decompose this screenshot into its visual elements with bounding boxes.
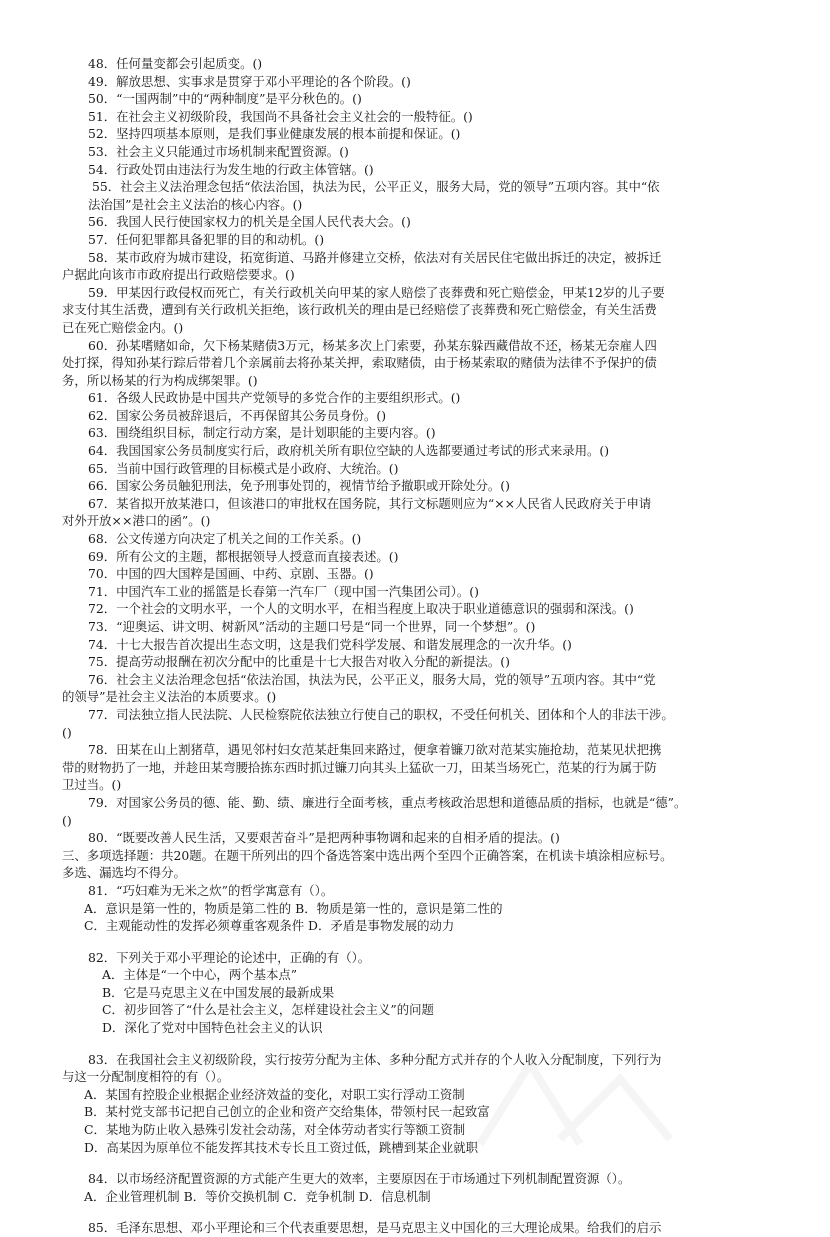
question-69: 69．所有公文的主题，都根据领导人授意而直接表述。() (88, 548, 399, 564)
question-50: 50．“一国两制”中的“两种制度”是平分秋色的。() (88, 91, 362, 107)
question-66: 66．国家公务员触犯刑法，免予刑事处罚的，视情节给予撤职或开除处分。() (88, 478, 510, 494)
question-60-cont-2: 务，所以杨某的行为构成绑架罪。() (62, 372, 258, 388)
question-81: 81．“巧妇难为无米之炊”的哲学寓意有（）。 (88, 882, 334, 898)
watermark-stroke (560, 1079, 670, 1139)
question-76: 76．社会主义法治理念包括“依法治国，执法为民，公平正义，服务大局，党的领导”五项内容。其中“党 (88, 671, 656, 687)
question-67-cont: 对外开放××港口的函”。() (62, 513, 211, 529)
question-82-option-c: C．初步回答了“什么是社会主义，怎样建设社会主义”的问题 (102, 1002, 434, 1018)
question-77: 77．司法独立指人民法院、人民检察院依法独立行使自己的职权，不受任何机关、团体和个人的非法干涉。 (88, 706, 674, 722)
question-80: 80．“既要改善人民生活，又要艰苦奋斗”是把两种事物调和起来的自相矛盾的提法。() (88, 830, 560, 846)
question-53: 53．社会主义只能通过市场机制来配置资源。() (88, 143, 349, 159)
question-61: 61．各级人民政协是中国共产党领导的多党合作的主要组织形式。() (88, 390, 461, 406)
question-56: 56．我国人民行使国家权力的机关是全国人民代表大会。() (88, 214, 411, 230)
question-65: 65．当前中国行政管理的目标模式是小政府、大统治。() (88, 460, 399, 476)
section-heading: 三、多项选择题：共20题。在题干所列出的四个备选答案中选出两个至四个正确答案，在机读卡填涂相应标号。 (62, 847, 673, 863)
question-60-cont: 处打探，得知孙某行踪后带着几个亲属前去将孙某关押，索取赌债，由于杨某索取的赌债为法律不予保护的债 (62, 355, 657, 371)
question-52: 52．坚持四项基本原则，是我们事业健康发展的根本前提和保证。() (88, 126, 461, 142)
question-63: 63．围绕组织目标，制定行动方案，是计划职能的主要内容。() (88, 425, 436, 441)
question-83-option-a: A．某国有控股企业根据企业经济效益的变化，对职工实行浮动工资制 (84, 1086, 465, 1102)
question-58-cont: 户据此向该市市政府提出行政赔偿要求。() (62, 267, 295, 283)
question-81-options-cd: C．主观能动性的发挥必须尊重客观条件 D．矛盾是事物发展的动力 (84, 918, 455, 934)
question-72: 72．一个社会的文明水平，一个人的文明水平，在相当程度上取决于职业道德意识的强弱和深浅。() (88, 601, 634, 617)
question-73: 73．“迎奥运、讲文明、树新风”活动的主题口号是“同一个世界，同一个梦想”。() (88, 619, 536, 634)
question-83: 83．在我国社会主义初级阶段，实行按劳分配为主体、多种分配方式并存的个人收入分配制度，下列行为 (88, 1051, 662, 1067)
question-81-options-ab: A．意识是第一性的，物质是第二性的 B．物质是第一性的，意识是第二性的 (84, 900, 503, 916)
watermark-mark (470, 1044, 680, 1154)
question-82: 82．下列关于邓小平理论的论述中，正确的有（）。 (88, 949, 371, 965)
question-78: 78．田某在山上割猪草，遇见邻村妇女范某赶集回来路过，便拿着镰刀欲对范某实施抢劫，范某见状把携 (88, 742, 662, 758)
question-83-option-d: D．高某因为原单位不能发挥其技术专长且工资过低，跳槽到某企业就职 (84, 1139, 479, 1155)
question-59-cont-2: 已在死亡赔偿金内。() (62, 319, 184, 335)
question-57: 57．任何犯罪都具备犯罪的目的和动机。() (88, 231, 325, 247)
question-49: 49．解放思想、实事求是贯穿于邓小平理论的各个阶段。() (88, 73, 411, 89)
question-71: 71．中国汽车工业的摇篮是长春第一汽车厂（现中国一汽集团公司）。() (88, 583, 479, 599)
question-67: 67．某省拟开放某港口，但该港口的审批权在国务院，其行文标题则应为“××人民省人民政府关于申请 (88, 495, 652, 511)
question-59: 59．甲某因行政侵权而死亡，有关行政机关向甲某的家人赔偿了丧葬费和死亡赔偿金，甲某12岁的儿子要 (88, 284, 665, 300)
question-60: 60．孙某嗜赌如命，欠下杨某赌债3万元，杨某多次上门索要，孙某东躲西藏借故不还，杨某无奈雇人四 (88, 337, 657, 353)
question-84: 84．以市场经济配置资源的方式能产生更大的效率，主要原因在于市场通过下列机制配置资源（）。 (88, 1171, 631, 1187)
question-82-option-d: D．深化了党对中国特色社会主义的认识 (102, 1020, 323, 1036)
question-55-cont: 法治国”是社会主义法治的核心内容。() (88, 196, 303, 212)
section-heading-cont: 多选、漏选均不得分。 (62, 865, 186, 881)
question-74: 74．十七大报告首次提出生态文明，这是我们党科学发展、和谐发展理念的一次升华。() (88, 636, 572, 652)
question-84-options: A．企业管理机制 B．等价交换机制 C．竞争机制 D．信息机制 (84, 1188, 431, 1204)
question-83-option-c: C．某地为防止收入悬殊引发社会动荡，对全体劳动者实行等额工资制 (84, 1122, 466, 1138)
question-83-cont: 与这一分配制度相符的有（）。 (62, 1069, 230, 1085)
question-85: 85．毛泽东思想、邓小平理论和三个代表重要思想，是马克思主义中国化的三大理论成果。给我们的启示 (88, 1220, 662, 1236)
question-79-cont: () (62, 812, 72, 828)
question-48: 48．任何量变都会引起质变。() (88, 56, 263, 71)
question-76-cont: 的领导”是社会主义法治的本质要求。() (62, 689, 277, 705)
question-79: 79．对国家公务员的德、能、勤、绩、廉进行全面考核，重点考核政治思想和道德品质的指标，也就是“德”。 (88, 794, 687, 810)
question-78-cont: 带的财物扔了一地，并趁田某弯腰拾拣东西时抓过镰刀向其头上猛砍一刀，田某当场死亡，范某的行为属于防 (62, 759, 657, 775)
question-64: 64．我国国家公务员制度实行后，政府机关所有职位空缺的人选都要通过考试的形式来录用。() (88, 443, 610, 459)
question-83-option-b: B．某村党支部书记把自己创立的企业和资产交给集体，带领村民一起致富 (84, 1104, 490, 1120)
question-77-cont: () (62, 724, 72, 740)
question-62: 62．国家公务员被辞退后，不再保留其公务员身份。() (88, 407, 387, 423)
question-59-cont: 求支付其生活费，遭到有关行政机关拒绝，该行政机关的理由是已经赔偿了丧葬费和死亡赔偿金，有关生活费 (62, 302, 657, 318)
question-51: 51．在社会主义初级阶段，我国尚不具备社会主义社会的一般特征。() (88, 108, 473, 124)
question-82-option-b: B．它是马克思主义在中国发展的最新成果 (102, 984, 335, 1000)
question-54: 54．行政处罚由违法行为发生地的行政主体管辖。() (88, 161, 374, 177)
question-58: 58．某市政府为城市建设，拓宽街道、马路并修建立交桥，依法对有关居民住宅做出拆迁的决定，被拆迁 (88, 249, 662, 265)
question-82-option-a: A．主体是“一个中心，两个基本点” (102, 967, 298, 983)
question-70: 70．中国的四大国粹是国画、中药、京剧、玉器。() (88, 566, 374, 582)
question-75: 75．提高劳动报酬在初次分配中的比重是十七大报告对收入分配的新提法。() (88, 654, 510, 670)
question-78-cont-2: 卫过当。() (62, 777, 122, 793)
question-55: 55．社会主义法治理念包括“依法治国，执法为民，公平正义，服务大局，党的领导”五项内容。其中“依 (92, 179, 660, 195)
question-68: 68．公文传递方向决定了机关之间的工作关系。() (88, 531, 362, 547)
